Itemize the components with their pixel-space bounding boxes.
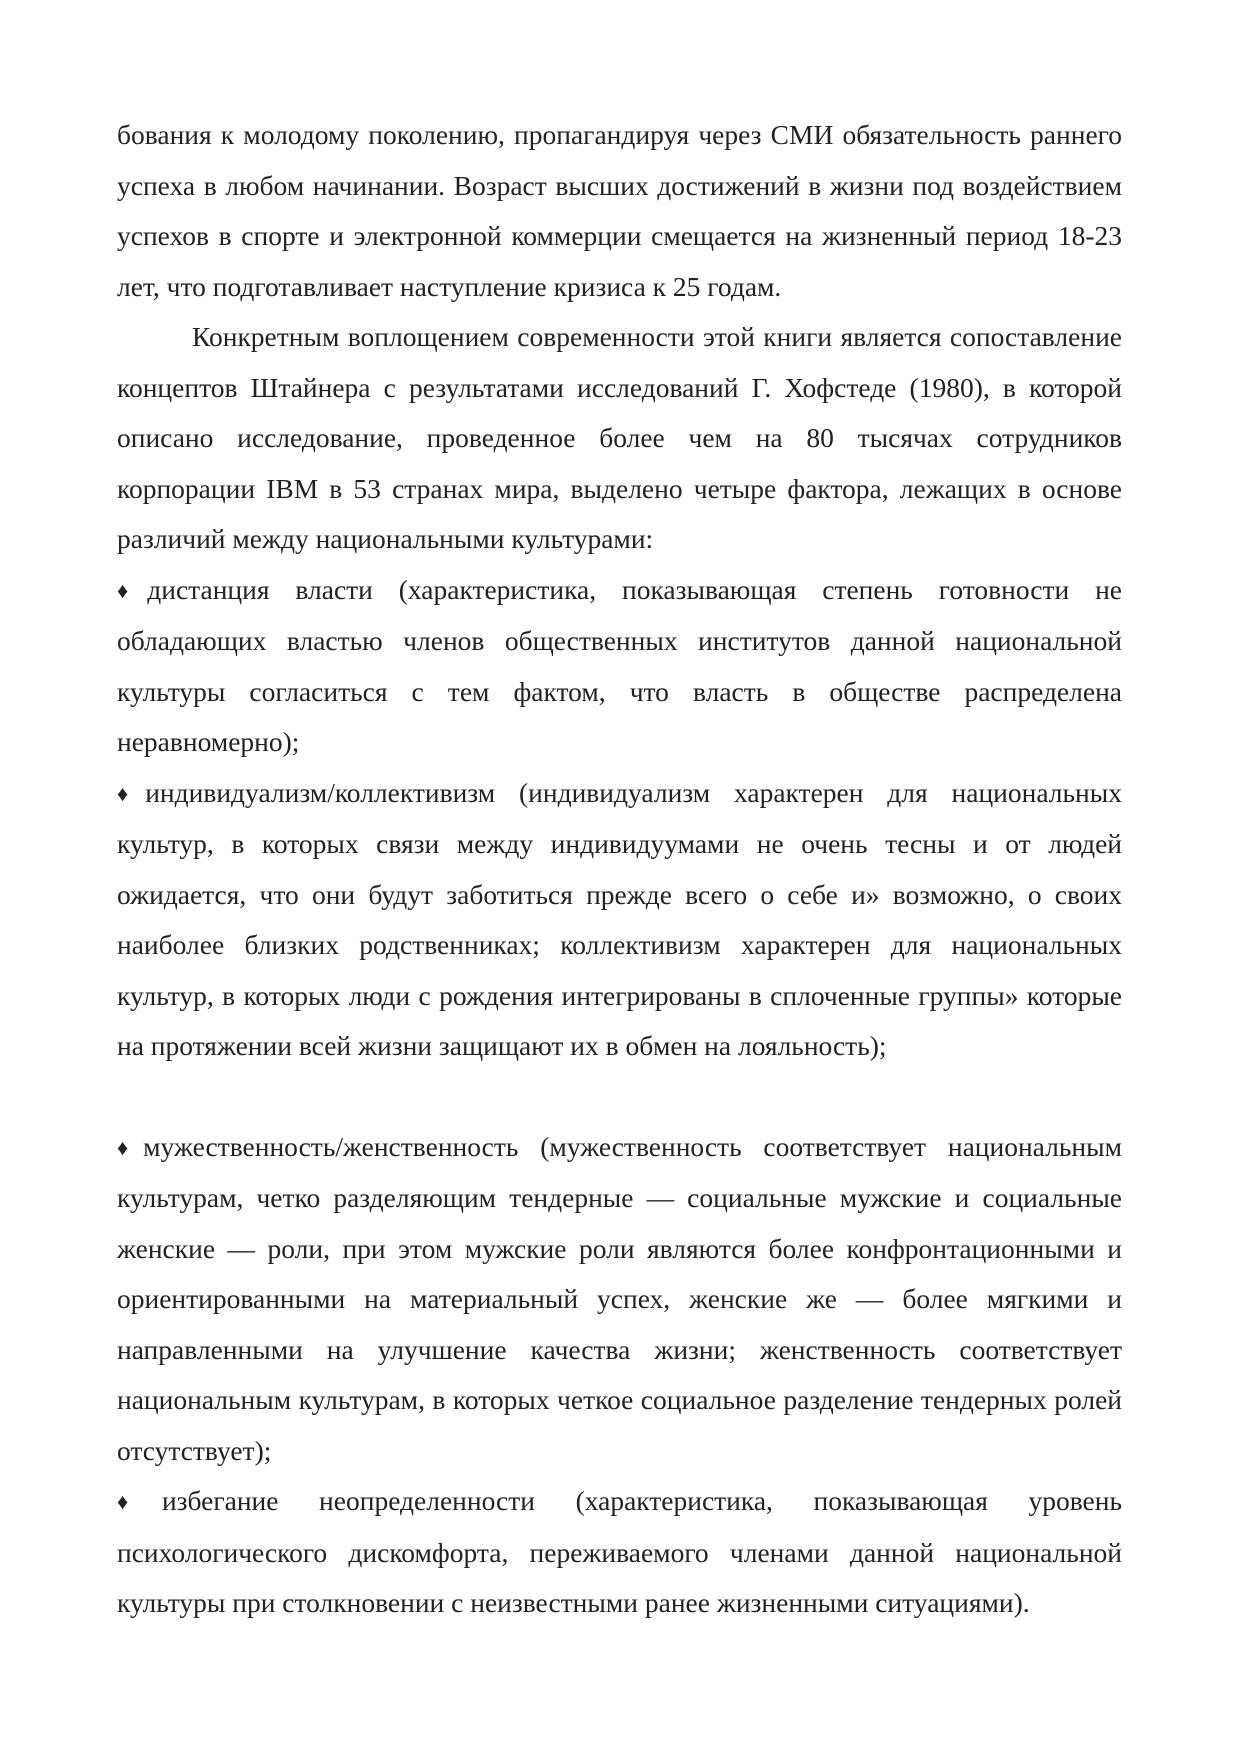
diamond-bullet-icon: ♦ bbox=[117, 1489, 162, 1514]
list-item-text: избегание неопределенности (характеристика, показывающая уровень психологического дискомфорта, переживаемого членами данной национальной культуры при столкновении с неизвестными ранее жизненными ситуациями). bbox=[117, 1485, 1122, 1618]
list-item-masculinity bbox=[117, 1122, 1122, 1477]
document-page bbox=[117, 110, 1122, 1629]
diamond-bullet-icon: ♦ bbox=[117, 1134, 144, 1160]
paragraph-intro-continuation bbox=[117, 110, 1122, 312]
list-item-uncertainty-avoidance bbox=[117, 1476, 1122, 1629]
list-item-individualism bbox=[117, 768, 1122, 1072]
blank-line bbox=[117, 1072, 1122, 1122]
paragraph-hofstede bbox=[117, 312, 1122, 565]
list-item-power-distance bbox=[117, 565, 1122, 768]
list-item-text: индивидуализм/коллективизм (индивидуализм характерен для национальных культур, в которых связи между индивидуумами не очень тесны и от людей ожидается, что они будут заботиться прежде всего о себе и» возможно, о своих наиболее близких родственниках; коллективизм характерен для национальных культур, в которых люди с рождения интегрированы в сплоченные группы» которые на протяжении всей жизни защищают их в обмен на лояльность); bbox=[117, 776, 1123, 1061]
diamond-bullet-icon: ♦ bbox=[117, 780, 146, 806]
list-item-text: дистанция власти (характеристика, показывающая степень готовности не обладающих властью членов общественных институтов данной национальной культуры согласиться с тем фактом, что власть в обществе распределена неравномерно); bbox=[117, 573, 1122, 757]
paragraph-text: Конкретным воплощением современности этой книги является сопоставление концептов Штайнера с результатами исследований Г. Хофстеде (1980), в которой описано исследование, проведенное более чем на 80 тысячах сотрудников корпорации IBM в 53 странах мира, выделено четыре фактора, лежащих в основе различий между национальными культурами: bbox=[117, 321, 1122, 554]
diamond-bullet-icon: ♦ bbox=[117, 577, 148, 603]
list-item-text: мужественность/женственность (мужественность соответствует национальным культурам, четко разделяющим тендерные — социальные мужские и социальные женские — роли, при этом мужские роли являются более конфронтационными и ориентированными на материальный успех, женские же — более мягкими и направленными на улучшение качества жизни; женственность соответствует национальным культурам, в которых четкое социальное разделение тендерных ролей отсутствует); bbox=[117, 1130, 1122, 1466]
paragraph-text: бования к молодому поколению, пропагандируя через СМИ обязательность раннего успеха в любом начинании. Возраст высших достижений в жизни под воздействием успехов в спорте и электронной коммерции смещается на жизненный период 18-23 лет, что подготавливает наступление кризиса к 25 годам. bbox=[117, 119, 1122, 302]
